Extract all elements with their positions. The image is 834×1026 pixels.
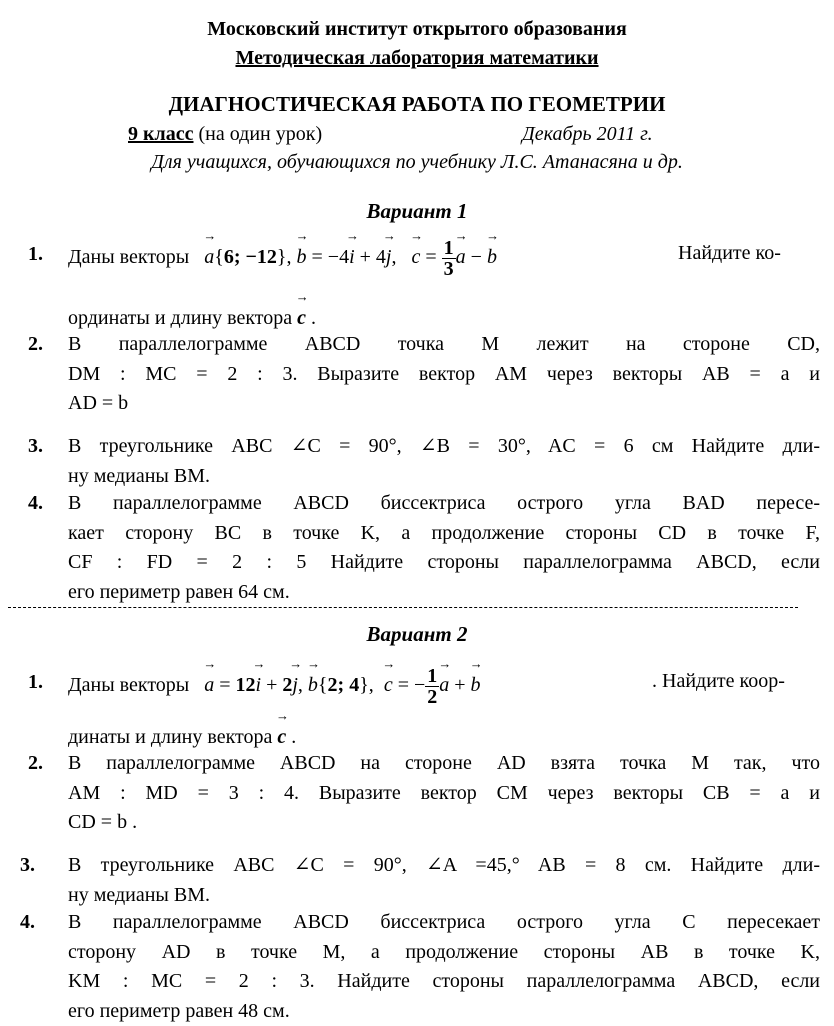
duration: (на один урок) bbox=[198, 123, 323, 145]
v2-task3-line: В треугольнике ABC ∠C = 90°, ∠A =45,° AB = 8 см. Найдите дли- bbox=[68, 854, 820, 876]
v2-task1-number: 1. bbox=[28, 671, 43, 693]
v1-task1-line2-text: ординаты и длину вектора bbox=[68, 307, 293, 329]
fraction-one-half: $\frac{1}{2}$ bbox=[427, 665, 438, 708]
v2-task4-line: KM : MC = 2 : 3. Найдите стороны параллелограмма ABCD, если bbox=[68, 970, 820, 992]
vector-c: c → bbox=[297, 303, 306, 333]
v2-task4 bbox=[68, 908, 820, 1026]
v2-task1-line2-text: динаты и длину вектора bbox=[68, 726, 273, 748]
institute-name: Московский институт открытого образования bbox=[207, 18, 627, 40]
variant-separator bbox=[8, 607, 798, 608]
v2-task2-line: В параллелограмме ABCD на стороне AD взята точка M так, что bbox=[68, 752, 820, 774]
v1-task4-number: 4. bbox=[28, 492, 43, 514]
v1-task2-number: 2. bbox=[28, 333, 43, 355]
v2-task2-number: 2. bbox=[28, 752, 43, 774]
v1-task4 bbox=[68, 489, 820, 607]
variant2-title: Вариант 2 bbox=[366, 622, 468, 646]
v2-task4-line: его периметр равен 48 см. bbox=[68, 999, 290, 1022]
v1-task4-line: В параллелограмме ABCD биссектриса острого угла BAD пересе- bbox=[68, 492, 820, 514]
v2-task4-number: 4. bbox=[20, 911, 35, 933]
v2-task3-number: 3. bbox=[20, 854, 35, 876]
v2-task4-line: сторону AD в точке M, а продолжение стороны AB в точке K, bbox=[68, 940, 820, 963]
v2-task2 bbox=[68, 749, 820, 838]
v1-task4-line: его периметр равен 64 см. bbox=[68, 580, 290, 603]
v1-task2 bbox=[68, 330, 820, 419]
v1-task3-line: ну медианы BM. bbox=[68, 464, 210, 487]
v1-task1-line2: ординаты и длину вектора c → . bbox=[68, 303, 316, 333]
date: Декабрь 2011 г. bbox=[522, 123, 653, 145]
lab-name-text: Методическая лаборатория математики bbox=[235, 47, 599, 69]
v1-task2-line: В параллелограмме ABCD точка M лежит на стороне CD, bbox=[68, 333, 820, 355]
v1-task1-line1 bbox=[68, 238, 497, 279]
v2-task3 bbox=[68, 851, 820, 910]
v2-task1-tail: . Найдите коор- bbox=[652, 670, 785, 692]
grade: 9 класс bbox=[128, 123, 194, 145]
vector-c: c → bbox=[277, 722, 286, 752]
v1-task1-lead: Даны векторы bbox=[68, 246, 190, 269]
v2-task1-formula: a → = 12i → + 2j →, b →{2; 4}, c → = − $\frac{1}{2}$ a → + b → bbox=[194, 674, 480, 696]
v1-task1-tail: Найдите ко- bbox=[678, 242, 781, 264]
v1-task3-number: 3. bbox=[28, 435, 43, 457]
variant1-title: Вариант 1 bbox=[366, 199, 468, 223]
v2-task1-line2: динаты и длину вектора c → . bbox=[68, 722, 296, 752]
page-title: ДИАГНОСТИЧЕСКАЯ РАБОТА ПО ГЕОМЕТРИИ bbox=[168, 92, 666, 116]
v2-task1-lead: Даны векторы bbox=[68, 674, 190, 697]
fraction-one-third: $\frac{1}{3}$ bbox=[443, 237, 454, 280]
v2-task3-line: ну медианы BM. bbox=[68, 883, 210, 906]
lab-name bbox=[0, 47, 834, 70]
v1-task2-line: DM : MC = 2 : 3. Выразите вектор AM через векторы AB = a и bbox=[68, 362, 820, 385]
v2-task2-line: AM : MD = 3 : 4. Выразите вектор CM через векторы CB = a и bbox=[68, 781, 820, 804]
v1-task4-line: CF : FD = 2 : 5 Найдите стороны параллелограмма ABCD, если bbox=[68, 551, 820, 573]
audience-note: Для учащихся, обучающихся по учебнику Л.С. Атанасяна и др. bbox=[151, 151, 683, 173]
v2-task4-line: В параллелограмме ABCD биссектриса острого угла C пересекает bbox=[68, 911, 820, 933]
v1-task1-formula: a →{6; −12}, b → = −4i → + 4j →, c → = $\frac{1}{3}$ a → − b → bbox=[194, 246, 497, 268]
v1-task2-line: AD = b bbox=[68, 392, 129, 414]
v1-task3-line: В треугольнике ABC ∠C = 90°, ∠B = 30°, AC = 6 см Найдите дли- bbox=[68, 435, 820, 457]
v2-task2-line: CD = b . bbox=[68, 811, 138, 833]
v2-task1-line1 bbox=[68, 666, 481, 707]
v1-task4-line: кает сторону BC в точке K, а продолжение стороны CD в точке F, bbox=[68, 521, 820, 544]
v1-task1-number: 1. bbox=[28, 243, 43, 265]
v1-task3 bbox=[68, 432, 820, 491]
grade-line bbox=[128, 123, 322, 146]
